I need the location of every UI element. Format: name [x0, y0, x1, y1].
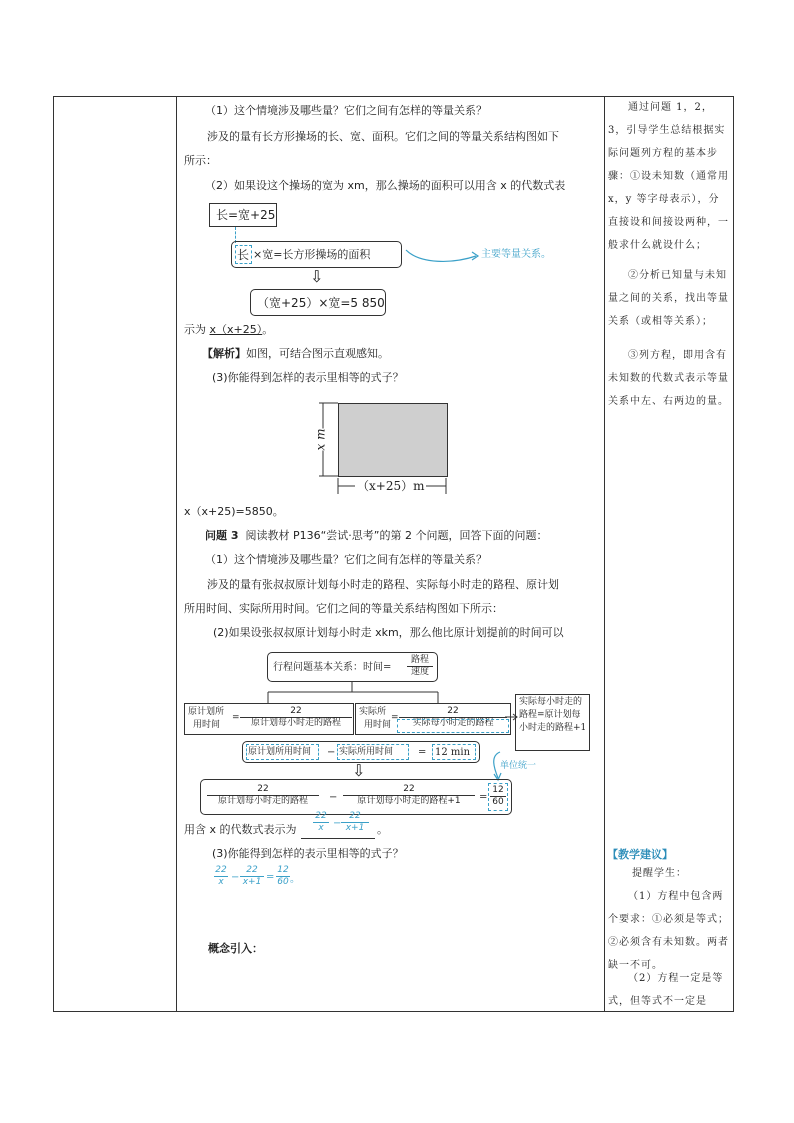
down-arrow-icon: ⇩ — [352, 761, 366, 780]
diagram2-top-box: 行程问题基本关系：时间= 路程 速度 — [267, 652, 438, 682]
equation2-fraction-3: 12 60 — [277, 865, 289, 887]
teaching-suggestion-2: （2）方程一定是等式，但等式不一定是 — [608, 973, 724, 1007]
question-2b: (2)如果设张叔叔原计划每小时走 xkm，那么他比原计划提前的时间可以 — [213, 626, 564, 639]
diagram1-box-equation: （宽+25）×宽=5 850 — [250, 289, 386, 316]
diagram2-speed-highlight — [397, 719, 509, 733]
diagram2-connectors — [260, 682, 460, 704]
teaching-suggestion-intro: 提醒学生： — [632, 868, 687, 879]
diagram2-speed-relation-box: 实际每小时走的路程=原计划每小时走的路程+1 — [515, 694, 590, 751]
diagram1-box-area: 长 ×宽=长方形操场的面积 — [231, 241, 402, 268]
question-1: （1）这个情境涉及哪些量？它们之间有怎样的等量关系？ — [205, 104, 487, 117]
right-para-2: ②分析已知量与未知量之间的关系，找出等量关系（或相等关系）； — [608, 270, 729, 327]
diagram1-note: 主要等量关系。 — [481, 249, 551, 260]
equation2-fraction-2: 22 x+1 — [240, 865, 264, 888]
analysis-tag: 【解析】 — [202, 347, 246, 360]
question-2-answer: x（x+25） — [209, 323, 263, 336]
equation2-fraction-1: 22 x — [215, 865, 227, 887]
diagram2-equation-box: 22 原计划每小时走的路程 − 22 原计划每小时走的路程+1 = $\frac{12}{60}$ — [200, 779, 512, 815]
right-para-3: ③列方程，即用含有未知数的代数式表示等量关系中左、右两边的量。 — [608, 350, 729, 407]
question-3b: (3)你能得到怎样的表示里相等的式子？ — [212, 847, 404, 860]
diagram2-unit-note: 单位统一 — [500, 761, 537, 771]
diagram1-curve-arrow — [402, 242, 482, 268]
expression-prefix: 用含 x 的代数式表示为 — [184, 823, 297, 836]
paragraph-quantities-1: 涉及的量有长方形操场的长、宽、面积。它们之间的等量关系结构图如下 — [207, 130, 559, 143]
down-arrow-icon: ⇩ — [310, 267, 324, 286]
expression-fraction-2: 22 x+1 — [341, 811, 369, 834]
equation-1: x（x+25)=5850。 — [184, 505, 284, 518]
question-3: (3)你能得到怎样的表示里相等的式子？ — [212, 371, 404, 384]
diagram2-planned-time-box: 原计划所 用时间 = 22 原计划每小时走的路程 — [184, 703, 354, 735]
diagram1-box-length: 长=宽+25 — [209, 203, 277, 227]
paragraph-quantities-1-cont: 所示： — [184, 154, 217, 167]
concept-intro: 概念引入： — [208, 942, 263, 955]
column-divider-left — [176, 96, 177, 1012]
diagram2-difference-box: 原计划所用时间 − 实际所用时间 = 12 min — [242, 741, 480, 763]
right-para-1: 通过问题 1，2，3，引导学生总结根据实际问题列方程的基本步骤：①设未知数（通常用 x，y 等字母表示），分直接设和间接设两种，一般求什么就设什么； — [608, 102, 729, 251]
expression-underline — [301, 838, 375, 839]
analysis-line: 【解析】如图，可结合图示直观感知。 — [202, 347, 389, 360]
teaching-suggestion-tag: 【教学建议】 — [607, 848, 673, 861]
expression-fraction-1: 22 x — [313, 811, 329, 834]
rectangle-width-label: x m — [313, 428, 328, 451]
rectangle-length-label: （x+25）m — [357, 479, 425, 493]
paragraph-quantities-2: 涉及的量有张叔叔原计划每小时走的路程、实际每小时走的路程、原计划 — [207, 578, 559, 591]
diagram2-actual-time-box: 实际所 用时间 = 22 实际每小时走的路程 — [355, 703, 511, 735]
teaching-suggestion-1: （1）方程中包含两个要求：①必须是等式；②必须含有未知数。两者缺一不可。 — [608, 891, 729, 971]
column-divider-right — [604, 96, 605, 1012]
paragraph-quantities-2-cont: 所用时间、实际所用时间。它们之间的等量关系结构图如下所示： — [184, 602, 503, 615]
problem-3-line: 问题 3 阅读教材 P136“尝试·思考”的第 2 个问题，回答下面的问题： — [205, 529, 548, 542]
question-2-answer-line: 示为 x（x+25）。 — [184, 323, 274, 336]
question-2: （2）如果设这个操场的宽为 xm，那么操场的面积可以用含 x 的代数式表 — [205, 179, 566, 192]
problem-3-tag: 问题 3 — [205, 529, 239, 542]
question-1b: （1）这个情境涉及哪些量？它们之间有怎样的等量关系？ — [205, 553, 487, 566]
